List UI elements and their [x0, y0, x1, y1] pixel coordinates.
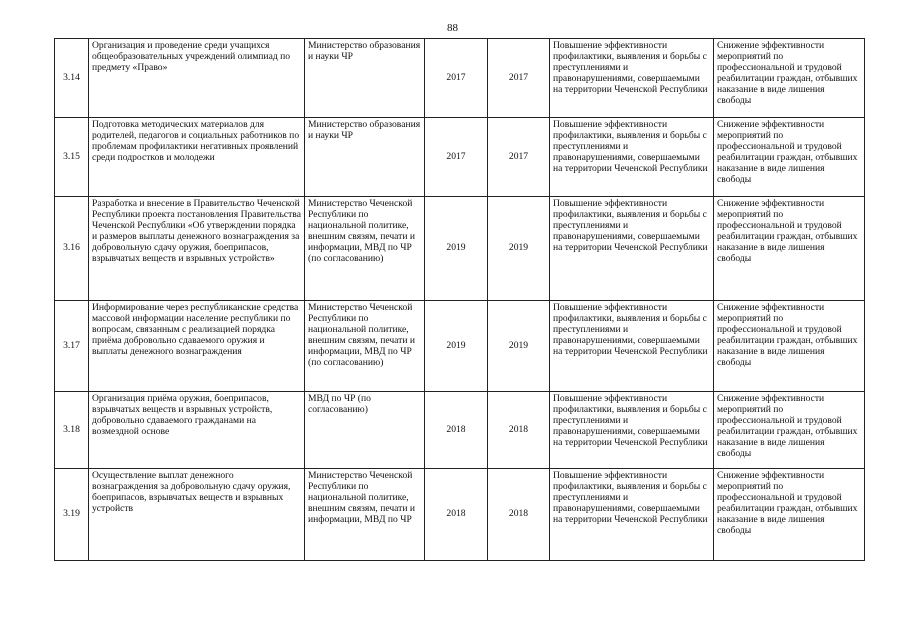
- expected-result-cell: Повышение эффективности профилактики, выявления и борьбы с преступлениями и правонарушениями, совершаемыми на территории Чеченской Республики: [550, 392, 714, 469]
- expected-result-cell: Повышение эффективности профилактики, выявления и борьбы с преступлениями и правонарушениями, совершаемыми на территории Чеченской Республики: [550, 469, 714, 561]
- table-row: [55, 197, 865, 301]
- expected-result-cell: Повышение эффективности профилактики, выявления и борьбы с преступлениями и правонарушениями, совершаемыми на территории Чеченской Республики: [550, 118, 714, 197]
- expected-result-cell: Повышение эффективности профилактики, выявления и борьбы с преступлениями и правонарушениями, совершаемыми на территории Чеченской Республики: [550, 197, 714, 301]
- program-activities-table: [54, 38, 865, 561]
- expected-result-cell: Повышение эффективности профилактики, выявления и борьбы с преступлениями и правонарушениями, совершаемыми на территории Чеченской Республики: [550, 301, 714, 392]
- start-year-cell: 2019: [425, 301, 488, 392]
- row-number: 3.16: [55, 197, 89, 301]
- start-year-cell: 2017: [425, 118, 488, 197]
- activity-cell: Организация приёма оружия, боеприпасов, взрывчатых веществ и взрывных устройств, добровольно сдаваемого гражданами на возмездной основе: [89, 392, 305, 469]
- expected-result-cell: Повышение эффективности профилактики, выявления и борьбы с преступлениями и правонарушениями, совершаемыми на территории Чеченской Республики: [550, 39, 714, 118]
- executor-cell: Министерство Чеченской Республики по национальной политике, внешним связям, печати и информации, МВД по ЧР (по согласованию): [305, 197, 425, 301]
- end-year-cell: 2018: [488, 469, 550, 561]
- start-year-cell: 2018: [425, 392, 488, 469]
- end-year-cell: 2019: [488, 301, 550, 392]
- row-number: 3.14: [55, 39, 89, 118]
- risk-cell: Снижение эффективности мероприятий по профессиональной и трудовой реабилитации граждан, отбывших наказание в виде лишения свободы: [714, 469, 865, 561]
- executor-cell: Министерство Чеченской Республики по национальной политике, внешним связям, печати и информации, МВД по ЧР: [305, 469, 425, 561]
- executor-cell: Министерство Чеченской Республики по национальной политике, внешним связям, печати и информации, МВД по ЧР (по согласованию): [305, 301, 425, 392]
- activity-cell: Разработка и внесение в Правительство Чеченской Республики проекта постановления Правительства Чеченской Республики «Об утверждении порядка и размеров выплаты денежного вознаграждения за добровольную сдачу оружия, боеприпасов, взрывчатых веществ и взрывных устройств»: [89, 197, 305, 301]
- activity-cell: Информирование через республиканские средства массовой информации население республики по вопросам, связанным с реализацией порядка приёма добровольно сдаваемого оружия и выплаты денежного вознаграждения: [89, 301, 305, 392]
- end-year-cell: 2017: [488, 39, 550, 118]
- risk-cell: Снижение эффективности мероприятий по профессиональной и трудовой реабилитации граждан, отбывших наказание в виде лишения свободы: [714, 39, 865, 118]
- risk-cell: Снижение эффективности мероприятий по профессиональной и трудовой реабилитации граждан, отбывших наказание в виде лишения свободы: [714, 392, 865, 469]
- table-row: [55, 118, 865, 197]
- row-number: 3.19: [55, 469, 89, 561]
- row-number: 3.15: [55, 118, 89, 197]
- end-year-cell: 2018: [488, 392, 550, 469]
- end-year-cell: 2019: [488, 197, 550, 301]
- executor-cell: МВД по ЧР (по согласованию): [305, 392, 425, 469]
- executor-cell: Министерство образования и науки ЧР: [305, 118, 425, 197]
- risk-cell: Снижение эффективности мероприятий по профессиональной и трудовой реабилитации граждан, отбывших наказание в виде лишения свободы: [714, 118, 865, 197]
- start-year-cell: 2019: [425, 197, 488, 301]
- start-year-cell: 2018: [425, 469, 488, 561]
- table-row: [55, 392, 865, 469]
- page-number: 88: [447, 22, 458, 34]
- activity-cell: Подготовка методических материалов для родителей, педагогов и социальных работников по проблемам профилактики негативных проявлений среди подростков и молодежи: [89, 118, 305, 197]
- table-row: [55, 469, 865, 561]
- activity-cell: Организация и проведение среди учащихся общеобразовательных учреждений олимпиад по предмету «Право»: [89, 39, 305, 118]
- start-year-cell: 2017: [425, 39, 488, 118]
- executor-cell: Министерство образования и науки ЧР: [305, 39, 425, 118]
- activity-cell: Осуществление выплат денежного вознаграждения за добровольную сдачу оружия, боеприпасов, взрывчатых веществ и взрывных устройств: [89, 469, 305, 561]
- end-year-cell: 2017: [488, 118, 550, 197]
- row-number: 3.17: [55, 301, 89, 392]
- table-row: [55, 39, 865, 118]
- risk-cell: Снижение эффективности мероприятий по профессиональной и трудовой реабилитации граждан, отбывших наказание в виде лишения свободы: [714, 197, 865, 301]
- row-number: 3.18: [55, 392, 89, 469]
- risk-cell: Снижение эффективности мероприятий по профессиональной и трудовой реабилитации граждан, отбывших наказание в виде лишения свободы: [714, 301, 865, 392]
- table-row: [55, 301, 865, 392]
